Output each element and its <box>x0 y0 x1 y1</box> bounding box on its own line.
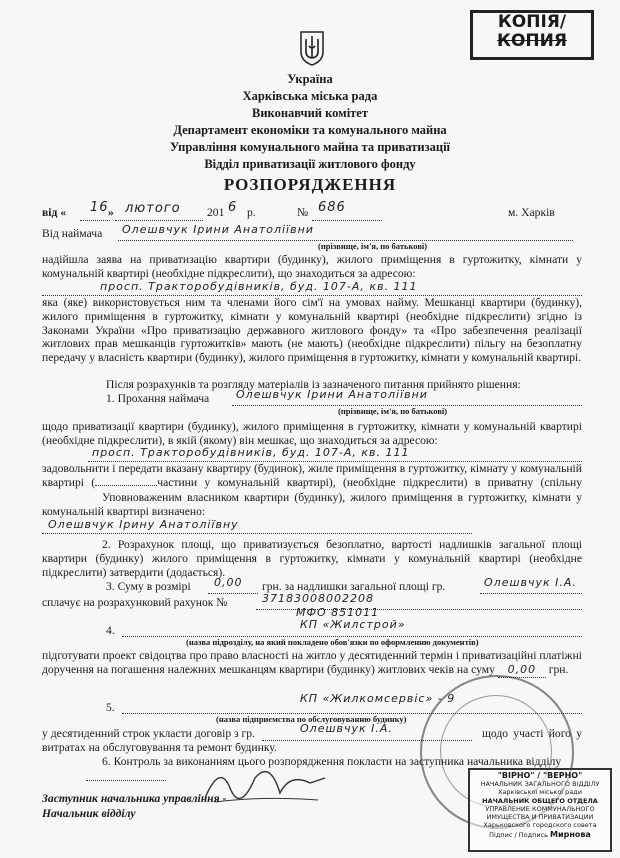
stamp-sign-label: Підпис / Подпись <box>489 831 548 840</box>
certificate-text: підготувати проект свідоцтва про право власності на житло у десятиденний термін і приватизаційні платіжні доручення на погашення належних мешканцям квартири (будинку) житлових чеків на суму <box>42 649 582 676</box>
copy-stamp <box>470 10 594 60</box>
account-number: 37183008002208 <box>262 592 374 605</box>
item1-hint: (прізвище, ім'я, по батькові) <box>338 406 448 416</box>
item3-label: 3. Суму в розмірі <box>106 580 191 593</box>
checks-sum: 0,00 <box>498 663 546 678</box>
number-label: № <box>297 206 309 219</box>
copy-stamp-line1: КОПІЯ/ <box>497 12 567 32</box>
contract-text-b: щодо участі його у витратах на обслуговування та ремонт будинку. <box>42 727 582 754</box>
stamp-signer-name: Мирнова <box>550 830 591 840</box>
item3-rest: грн. за надлишки загальної площі гр. <box>262 580 446 593</box>
header-section: Відділ приватизації житлового фонду <box>204 157 416 171</box>
item1-name: Олешвчук Ірини Анатоліївни <box>236 388 428 401</box>
item4-number: 4. <box>106 624 115 637</box>
item5-number: 5. <box>106 701 115 714</box>
certification-stamp <box>468 768 612 852</box>
date-year-suffix: 6 <box>228 200 238 215</box>
header-directorate: Управління комунального майна та приватизації <box>169 140 451 154</box>
copy-stamp-line2: КОПИЯ <box>497 31 567 51</box>
date-day: 16 <box>90 200 109 215</box>
stamp-line-6: Харьковского городского совета <box>483 821 597 830</box>
mfo-code: МФО 851011 <box>296 606 380 619</box>
bank-name: КП «Жилстрой» <box>300 618 406 631</box>
document-title: РОЗПОРЯДЖЕННЯ <box>223 175 397 194</box>
date-from-label: від « <box>42 206 67 219</box>
stamp-line-5: УПРАВЛЕНИЕ КОММУНАЛЬНОГО ИМУЩЕСТВА И ПРИВАТИЗАЦИИ <box>485 804 595 822</box>
paragraph-control: 6. Контроль за виконанням цього розпорядження покласти на заступника начальника відділу <box>102 755 562 768</box>
address-1: просп. Тракторобудівників, буд. 107-А, кв. 111 <box>100 280 418 293</box>
paragraph-privatization: щодо приватизації квартири (будинку), жилого приміщення в гуртожитку, кімнати у комунальній квартирі (необхідне підкреслити), в якій (якому) він мешкає, що знаходиться за адресою: <box>42 420 582 447</box>
stamp-line-1: "ВІРНО" / "ВЕРНО" <box>497 771 583 780</box>
signer-title-1: Заступник начальника управління - <box>42 792 227 805</box>
owner-name: Олешвчук Ірину Анатоліївну <box>48 518 239 531</box>
item5-hint: (назва підприємства по обслуговуванню будинку) <box>216 714 407 724</box>
date-year-prefix: 201 <box>207 206 225 219</box>
service-company: КП «Жилкомсервіс» - 9 <box>300 692 456 705</box>
stamp-line-2: НАЧАЛЬНИК ЗАГАЛЬНОГО ВІДДІЛУ <box>480 780 600 789</box>
paragraph-transfer-a <box>42 462 582 490</box>
employer-hint: (прізвище, ім'я, по батькові) <box>318 241 428 251</box>
trident-emblem-icon <box>299 30 325 66</box>
paragraph-certificate <box>42 649 582 678</box>
header-council: Харківська міська рада <box>242 89 378 103</box>
paragraph-decision: Після розрахунків та розгляду матеріалів із зазначеного питання прийнято рішення: <box>106 378 521 391</box>
item3-amount: 0,00 <box>214 576 243 589</box>
stamp-line-4: НАЧАЛЬНИК ОБЩЕГО ОТДЕЛА <box>482 796 598 805</box>
date-close-quote: » <box>108 206 114 219</box>
employer-name: Олешвчук Ірини Анатоліївни <box>122 223 314 236</box>
address-2: просп. Тракторобудівників, буд. 107-А, кв. 111 <box>92 446 410 459</box>
employer-label: Від наймача <box>42 227 103 240</box>
paragraph-application: надійшла заява на приватизацію квартири (будинку), жилого приміщення в гуртожитку, кімнати у комунальній квартирі (необхідне підкреслити), що знаходиться за адресою: <box>42 253 582 280</box>
currency-label: грн. <box>548 662 569 676</box>
header-department: Департамент економіки та комунального майна <box>173 123 447 137</box>
contract-text-a: у десятиденний строк укласти договір з гр. <box>42 727 255 740</box>
transfer-text-b: частини у комунальній квартирі), (необхідне підкреслити) в приватну (спільну <box>157 475 582 489</box>
signer-title-2: Начальник відділу <box>42 807 136 820</box>
header-committee: Виконавчий комітет <box>252 106 368 120</box>
order-number: 686 <box>318 200 346 215</box>
contract-person: Олешвчук І.А. <box>300 722 393 735</box>
signature-image <box>200 758 330 808</box>
paragraph-conditions: яка (яке) використовується ним та членами його сім'ї на умовах найму. Мешканці квартири (будинку), жилого приміщення в гуртожитку, кімнати у комунальній квартирі (необхідне підкреслити) згідно із Законами України «Про приватизацію державного житлового фонду» та «Про забезпечення реалізації житлових прав мешканців гуртожитків» мають (не мають) (необхідне підкреслити) пільгу на безоплатну передачу у власність квартири (будинку), жилого приміщення в гуртожитку, кімнати у комунальній квартирі. <box>42 296 582 365</box>
item4-hint: (назва підрозділу, на який покладено обов'язки по оформленню документів) <box>186 637 479 647</box>
paragraph-authorized: Уповноваженим власником квартири (будинку), жилого приміщення в гуртожитку, кімнати у комунальній квартирі визначено: <box>42 491 582 518</box>
transfer-text-a: задовольнити і передати вказану квартиру (будинок), жиле приміщення в гуртожитку, кімнату у комунальній квартирі ( <box>42 462 582 489</box>
item3b-label: сплачує на розрахунковий рахунок № <box>42 596 228 609</box>
paragraph-area: 2. Розрахунок площі, що приватизується безоплатно, вартості надлишків загальної площі квартири (будинку) жилого приміщення в гуртожитку, кімнати у комунальній квартирі (необхідне підкреслити) затвердити (додається). <box>42 538 582 579</box>
date-year-label: р. <box>247 206 256 219</box>
item1-label: 1. Прохання наймача <box>106 392 210 405</box>
stamp-line-3: Харківської міської ради <box>497 788 583 797</box>
item3-person: Олешвчук І.А. <box>484 576 577 589</box>
city-label: м. Харків <box>508 206 555 219</box>
header-country: Україна <box>287 72 333 86</box>
date-month: лютого <box>125 201 181 216</box>
